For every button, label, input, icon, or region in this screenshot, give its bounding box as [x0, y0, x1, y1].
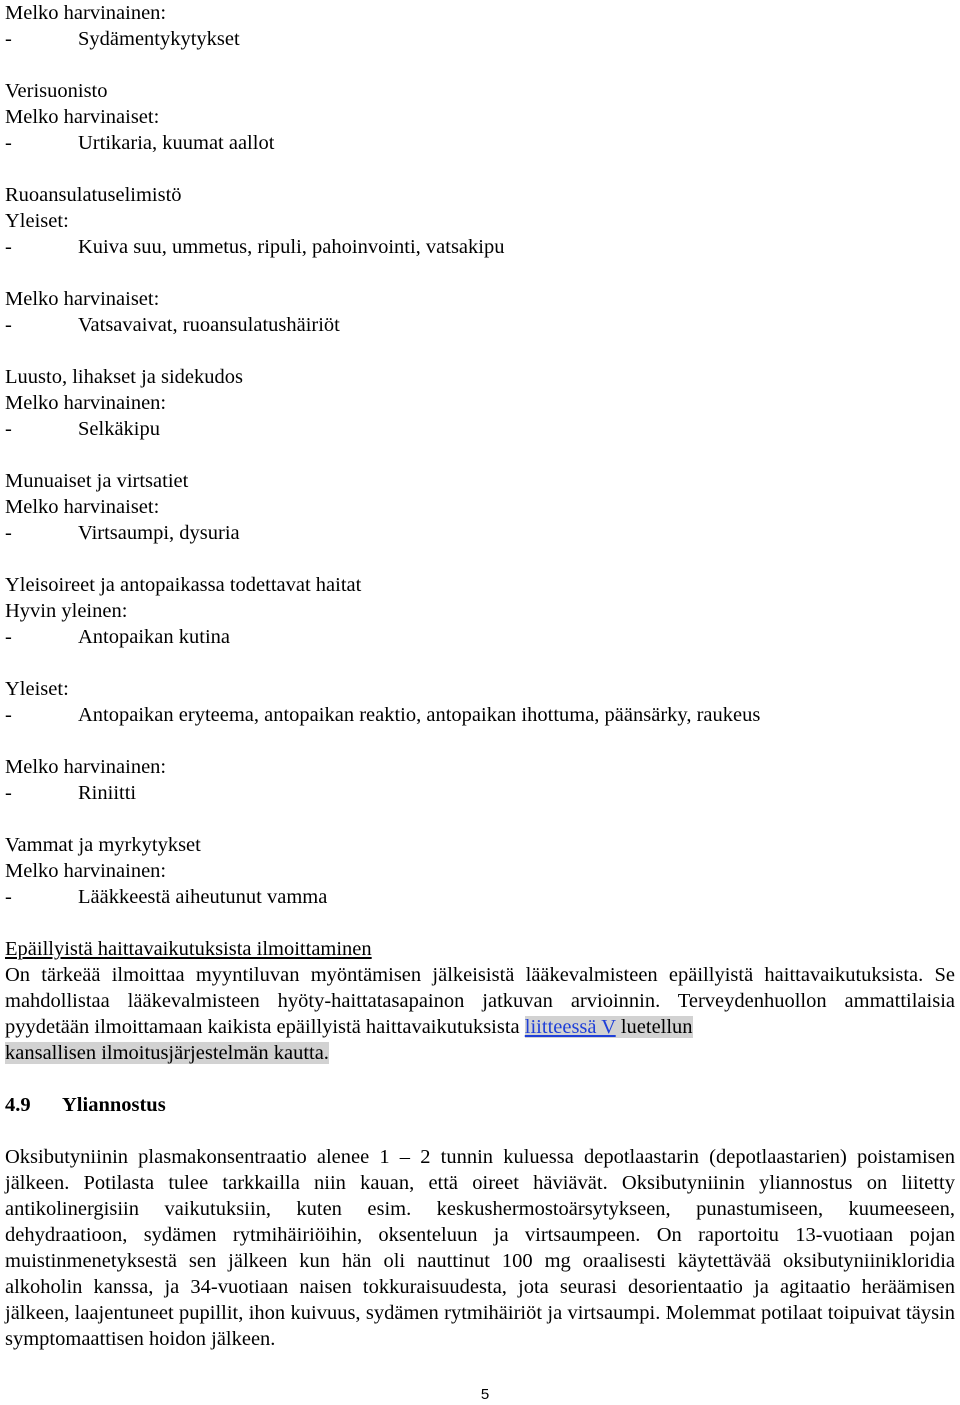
list-item: - Riniitti	[5, 782, 137, 804]
list-item: - Lääkkeestä aiheutunut vamma	[5, 886, 328, 908]
organ-class-label: Verisuonisto	[5, 80, 108, 102]
list-item: - Virtsaumpi, dysuria	[5, 522, 240, 544]
list-item: - Antopaikan eryteema, antopaikan reaktio, antopaikan ihottuma, päänsärky, raukeus	[5, 704, 761, 726]
section	[5, 0, 955, 52]
list-item: - Kuiva suu, ummetus, ripuli, pahoinvointi, vatsakipu	[5, 236, 505, 258]
document-page	[5, 0, 955, 1352]
page-number: 5	[480, 1386, 490, 1403]
frequency-label: Melko harvinaiset:	[5, 496, 160, 518]
frequency-label: Melko harvinainen:	[5, 756, 167, 778]
section	[5, 286, 955, 338]
annex-v-link[interactable]: liitteessä V	[524, 1016, 616, 1038]
frequency-label: Melko harvinainen:	[5, 860, 167, 882]
adverse-effects-list	[5, 0, 955, 936]
section-heading	[5, 1092, 955, 1118]
list-item: - Urtikaria, kuumat aallot	[5, 132, 275, 154]
section	[5, 754, 955, 806]
frequency-label: Yleiset:	[5, 678, 69, 700]
frequency-label: Melko harvinaiset:	[5, 106, 160, 128]
frequency-label: Yleiset:	[5, 210, 69, 232]
frequency-label: Melko harvinainen:	[5, 392, 167, 414]
organ-class-label: Yleisoireet ja antopaikassa todettavat haitat	[5, 574, 362, 596]
frequency-label: Melko harvinainen:	[5, 2, 167, 24]
organ-class-label: Munuaiset ja virtsatiet	[5, 470, 189, 492]
organ-class-label: Luusto, lihakset ja sidekudos	[5, 366, 244, 388]
section	[5, 78, 955, 156]
list-item: - Sydämentykytykset	[5, 28, 240, 50]
reporting-heading: Epäillyistä haittavaikutuksista ilmoittaminen	[5, 938, 372, 960]
section	[5, 572, 955, 650]
section-number: 4.9	[5, 1094, 31, 1116]
organ-class-label: Ruoansulatuselimistö	[5, 184, 182, 206]
section	[5, 364, 955, 442]
section	[5, 182, 955, 260]
overdose-paragraph: Oksibutyniinin plasmakonsentraatio alenee 1 – 2 tunnin kuluessa depotlaastarin (depotlaastarien) poistamisen jälkeen. Potilasta tulee tarkkailla niin kauan, että oireet häviävät. Oksibutyniinin yliannostus on liitetty antikolinergisiin vaikutuksiin, kuten esim. keskushermostoärsytykseen, punastumiseen, kuumeeseen, dehydraatioon, sydämen rytmihäiriöihin, oksenteluun ja virtsaumpeen. On raportoitu 13-vuotiaan pojan muistinmenetyksestä sen jälkeen kun hän oli nauttinut 100 mg oraalisesti käytettävää oksibutyniinikloridia alkoholin kanssa, ja 34-vuotiaan naisen tokkuraisuudesta, jota seurasi desorientaatio ja agitaatio heräämisen jälkeen, laajentuneet pupillit, ihon kuivuus, sydämen rytmihäiriöt ja virtsaumpi. Molemmat potilaat toipuivat täysin symptomaattisen hoidon jälkeen.	[5, 1146, 955, 1350]
section-title: Yliannostus	[62, 1094, 166, 1116]
frequency-label: Melko harvinaiset:	[5, 288, 160, 310]
frequency-label: Hyvin yleinen:	[5, 600, 128, 622]
section	[5, 468, 955, 546]
reporting-paragraph: On tärkeää ilmoittaa myyntiluvan myöntämisen jälkeisistä lääkevalmisteen epäillyistä haittavaikutuksista. Se mahdollistaa lääkevalmisteen hyöty-haittatasapainon jatkuvan arvioinnin. Terveydenhuollon ammattilaisia pyydetään ilmoittamaan kaikista epäillyistä haittavaikutuksista liitteessä V luetellun kansallisen ilmoitusjärjestelmän kautta.	[5, 964, 955, 1064]
list-item: - Selkäkipu	[5, 418, 160, 440]
section	[5, 832, 955, 910]
list-item: - Vatsavaivat, ruoansulatushäiriöt	[5, 314, 340, 336]
section	[5, 676, 955, 728]
organ-class-label: Vammat ja myrkytykset	[5, 834, 201, 856]
list-item: - Antopaikan kutina	[5, 626, 231, 648]
